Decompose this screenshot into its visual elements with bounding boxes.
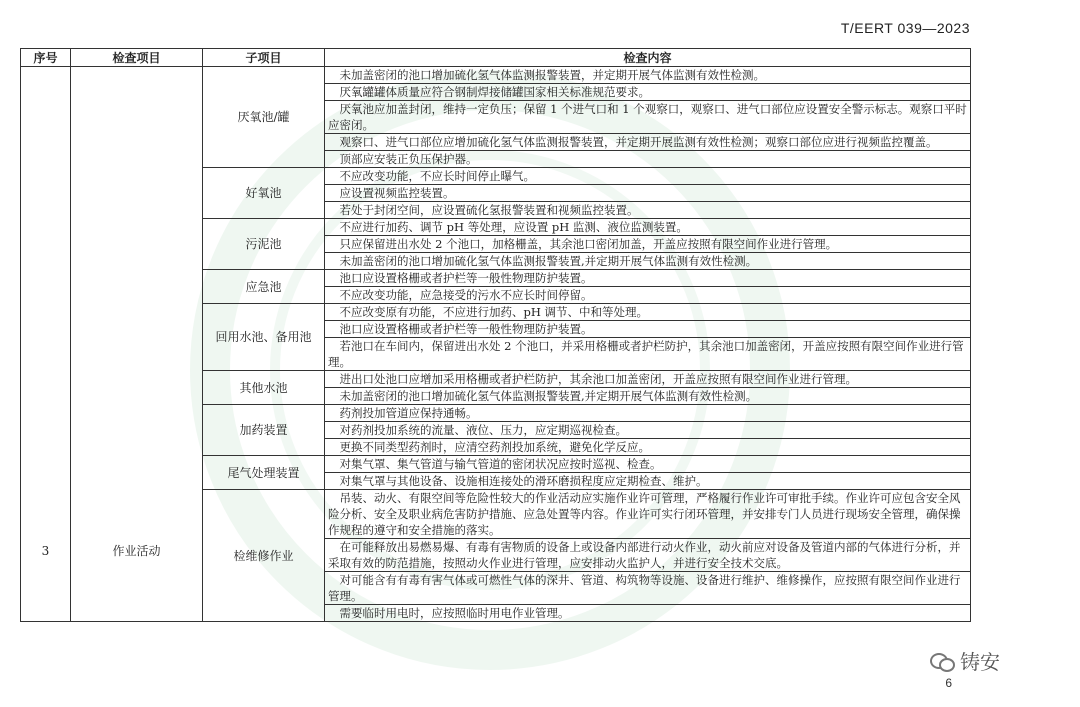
check-content-cell: 对药剂投加系统的流量、液位、压力，应定期巡视检查。 [325,422,971,439]
check-content-cell: 池口应设置格栅或者护栏等一般性物理防护装置。 [325,270,971,287]
header-item: 检查项目 [71,49,203,67]
sub-item-cell: 加药装置 [203,405,325,456]
wechat-icon [930,651,954,671]
brand-watermark [930,646,1000,675]
header-seq: 序号 [21,49,71,67]
check-content-cell: 若处于封闭空间，应设置硫化氢报警装置和视频监控装置。 [325,202,971,219]
check-content-cell: 未加盖密闭的池口增加硫化氢气体监测报警装置,并定期开展气体监测有效性检测。 [325,253,971,270]
check-content-cell: 只应保留进出水处 2 个池口，加格栅盖，其余池口密闭加盖，开盖应按照有限空间作业进行管理。 [325,236,971,253]
sub-item-cell: 检维修作业 [203,490,325,622]
inspection-table [20,48,971,622]
check-content-cell: 吊装、动火、有限空间等危险性较大的作业活动应实施作业许可管理，严格履行作业许可审批手续。作业许可应包含安全风险分析、安全及职业病危害防护措施、应急处置等内容。作业许可实行闭环管理，并安排专门人员进行现场安全管理，确保操作规程的遵守和安全措施的落实。 [325,490,971,539]
header-sub: 子项目 [203,49,325,67]
check-content-cell: 不应改变原有功能，不应进行加药、pH 调节、中和等处理。 [325,304,971,321]
sub-item-cell: 应急池 [203,270,325,304]
table-row [21,67,971,84]
check-content-cell: 观察口、进气口部位应增加硫化氢气体监测报警装置，并定期开展监测有效性检测；观察口部位应进行视频监控覆盖。 [325,134,971,151]
sub-item-cell: 其他水池 [203,371,325,405]
check-content-cell: 厌氧池应加盖封闭，维持一定负压；保留 1 个进气口和 1 个观察口，观察口、进气口部位应设置安全警示标志。观察口平时应密闭。 [325,101,971,134]
table-header-row [21,49,971,67]
check-content-cell: 进出口处池口应增加采用格栅或者护栏防护，其余池口加盖密闭，开盖应按照有限空间作业进行管理。 [325,371,971,388]
brand-text: 铸安 [960,650,1000,674]
seq-number: 3 [41,544,50,558]
check-content-cell: 池口应设置格栅或者护栏等一般性物理防护装置。 [325,321,971,338]
page-number: 6 [945,676,952,690]
check-content-cell: 药剂投加管道应保持通畅。 [325,405,971,422]
item-name: 作业活动 [112,544,161,558]
table-body [21,67,971,622]
check-content-cell: 不应改变功能，不应长时间停止曝气。 [325,168,971,185]
check-content-cell: 顶部应安装正负压保护器。 [325,151,971,168]
sub-item-cell: 污泥池 [203,219,325,270]
check-content-cell: 对可能含有有毒有害气体或可燃性气体的深井、管道、构筑物等设施、设备进行维护、维修操作，应按照有限空间作业进行管理。 [325,572,971,605]
item-cell [71,67,203,622]
check-content-cell: 应设置视频监控装置。 [325,185,971,202]
sub-item-cell: 尾气处理装置 [203,456,325,490]
check-content-cell: 更换不同类型药剂时，应清空药剂投加系统，避免化学反应。 [325,439,971,456]
check-content-cell: 需要临时用电时，应按照临时用电作业管理。 [325,605,971,622]
check-content-cell: 对集气罩、集气管道与输气管道的密闭状况应按时巡视、检查。 [325,456,971,473]
check-content-cell: 未加盖密闭的池口增加硫化氢气体监测报警装置,并定期开展气体监测有效性检测。 [325,388,971,405]
check-content-cell: 在可能释放出易燃易爆、有毒有害物质的设备上或设备内部进行动火作业，动火前应对设备及管道内部的气体进行分析，并采取有效的防范措施，按照动火作业进行管理，应安排动火监护人，并进行安全技术交底。 [325,539,971,572]
sub-item-cell: 厌氧池/罐 [203,67,325,168]
standard-number: T/EERT 039—2023 [840,20,970,36]
sub-item-cell: 好氧池 [203,168,325,219]
seq-cell [21,67,71,622]
check-content-cell: 若池口在车间内，保留进出水处 2 个池口，并采用格栅或者护栏防护，其余池口加盖密闭，开盖应按照有限空间作业进行管理。 [325,338,971,371]
header-content: 检查内容 [325,49,971,67]
check-content-cell: 厌氧罐罐体质量应符合钢制焊接储罐国家相关标准规范要求。 [325,84,971,101]
check-content-cell: 不应进行加药、调节 pH 等处理，应设置 pH 监测、液位监测装置。 [325,219,971,236]
check-content-cell: 不应改变功能，应急接受的污水不应长时间停留。 [325,287,971,304]
check-content-cell: 对集气罩与其他设备、设施相连接处的滑环磨损程度应定期检查、维护。 [325,473,971,490]
sub-item-cell: 回用水池、备用池 [203,304,325,371]
check-content-cell: 未加盖密闭的池口增加硫化氢气体监测报警装置，并定期开展气体监测有效性检测。 [325,67,971,84]
